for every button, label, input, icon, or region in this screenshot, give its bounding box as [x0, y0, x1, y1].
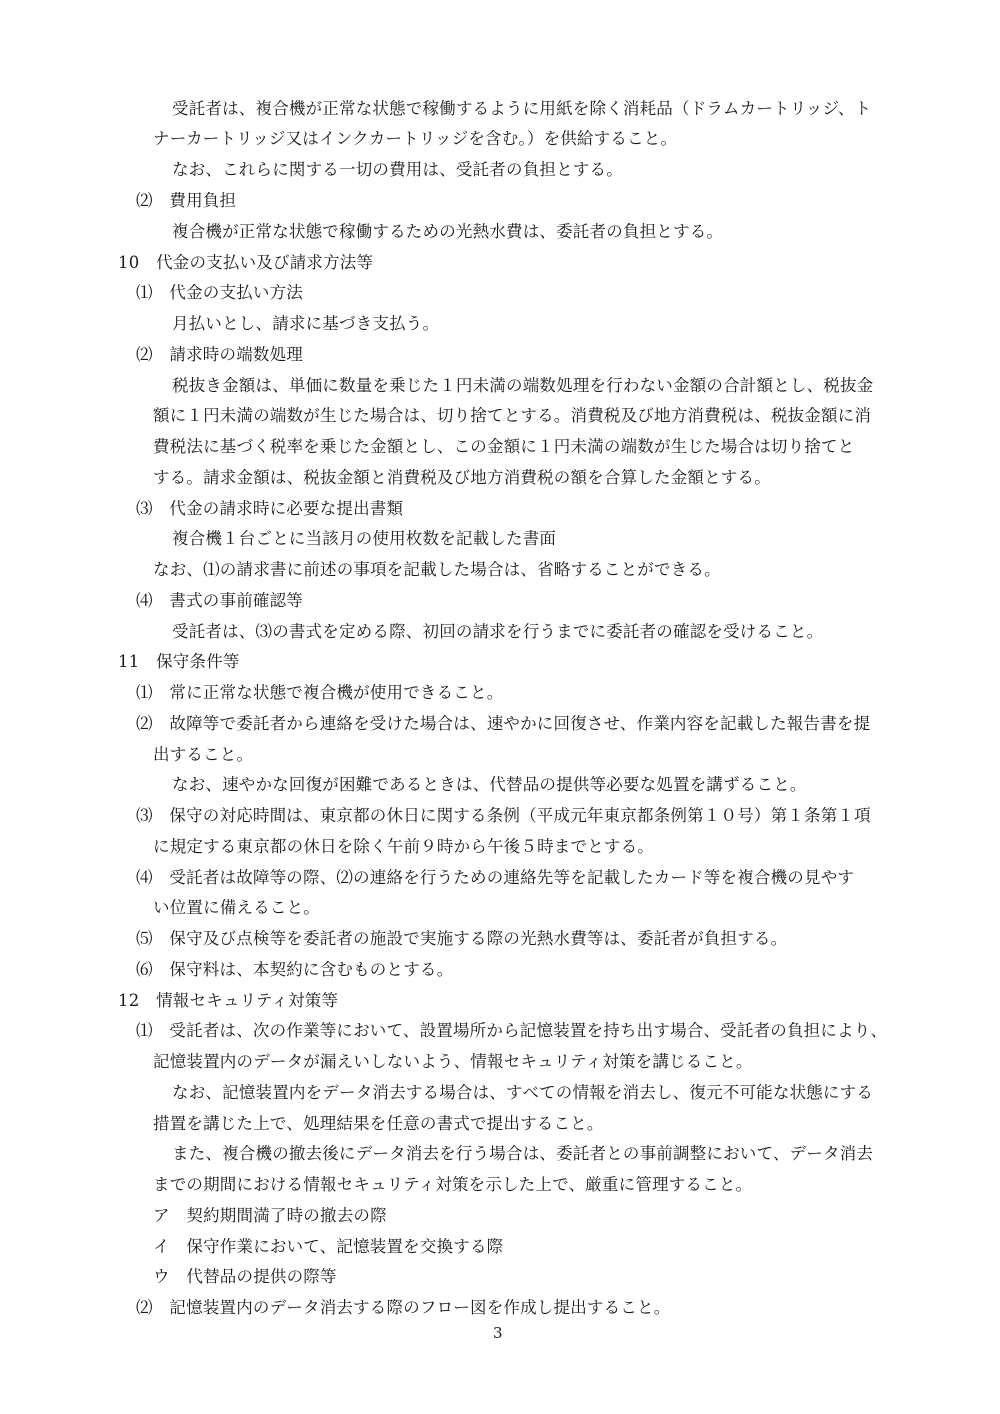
text-line: なお、⑴の請求書に前述の事項を記載した場合は、省略することができる。 [153, 560, 721, 579]
list-item: ウ 代替品の提供の際等 [153, 1267, 337, 1286]
text-line: 月払いとし、請求に基づき支払う。 [172, 314, 440, 333]
text-line: 出すること。 [153, 745, 254, 764]
list-item: ⑵ 故障等で委託者から連絡を受けた場合は、速やかに回復させ、作業内容を記載した報告書を提 [136, 714, 871, 733]
list-item: ⑷ 受託者は故障等の際、⑵の連絡を行うための連絡先等を記載したカード等を複合機の見やす [136, 868, 855, 887]
text-line: 措置を講じた上で、処理結果を任意の書式で提出すること。 [153, 1114, 604, 1133]
list-item: ア 契約期間満了時の撤去の際 [153, 1206, 387, 1225]
text-line: 複合機１台ごとに当該月の使用枚数を記載した書面 [172, 529, 557, 548]
page-number: 3 [493, 1324, 503, 1342]
list-item: ⑴ 常に正常な状態で複合機が使用できること。 [136, 683, 504, 702]
text-line: 税抜き金額は、単価に数量を乗じた１円未満の端数処理を行わない金額の合計額とし、税抜金 [172, 376, 874, 395]
text-line: また、複合機の撤去後にデータ消去を行う場合は、委託者との事前調整において、データ消去 [172, 1144, 874, 1163]
list-item: ⑸ 保守及び点検等を委託者の施設で実施する際の光熱水費等は、委託者が負担する。 [136, 929, 788, 948]
subsection-heading: ⑷ 書式の事前確認等 [136, 591, 303, 610]
subsection-heading: ⑵ 費用負担 [136, 191, 237, 210]
subsection-heading: ⑶ 代金の請求時に必要な提出書類 [136, 499, 404, 518]
text-line: 記憶装置内のデータが漏えいしないよう、情報セキュリティ対策を講じること。 [153, 1052, 753, 1071]
list-item: ⑹ 保守料は、本契約に含むものとする。 [136, 960, 454, 979]
section-heading: 12 情報セキュリティ対策等 [118, 991, 339, 1010]
text-line: に規定する東京都の休日を除く午前９時から午後５時までとする。 [153, 837, 654, 856]
text-line: 受託者は、⑶の書式を定める際、初回の請求を行うまでに委託者の確認を受けること。 [172, 622, 824, 641]
text-line: 受託者は、複合機が正常な状態で稼働するように用紙を除く消耗品（ドラムカートリッジ、ト [172, 99, 872, 118]
list-item: ⑶ 保守の対応時間は、東京都の休日に関する条例（平成元年東京都条例第１０号）第１条第１項 [136, 806, 871, 825]
subsection-heading: ⑴ 代金の支払い方法 [136, 283, 303, 302]
subsection-heading: ⑵ 請求時の端数処理 [136, 345, 303, 364]
text-line: までの期間における情報セキュリティ対策を示した上で、厳重に管理すること。 [153, 1175, 753, 1194]
text-line: する。請求金額は、税抜金額と消費税及び地方消費税の額を合算した金額とする。 [153, 468, 771, 487]
section-heading: 11 保守条件等 [118, 652, 240, 671]
text-line: い位置に備えること。 [153, 898, 320, 917]
section-heading: 10 代金の支払い及び請求方法等 [118, 253, 374, 272]
list-item: ⑵ 記憶装置内のデータ消去する際のフロー図を作成し提出すること。 [136, 1298, 671, 1317]
text-line: 額に１円未満の端数が生じた場合は、切り捨てとする。消費税及び地方消費税は、税抜金額に消 [153, 406, 872, 425]
text-line: 複合機が正常な状態で稼働するための光熱水費は、委託者の負担とする。 [172, 222, 724, 241]
text-line: 費税法に基づく税率を乗じた金額とし、この金額に１円未満の端数が生じた場合は切り捨てと [153, 437, 855, 456]
list-item: ⑴ 受託者は、次の作業等において、設置場所から記憶装置を持ち出す場合、受託者の負担により、 [136, 1021, 888, 1040]
list-item: イ 保守作業において、記憶装置を交換する際 [153, 1237, 504, 1256]
text-line: なお、これらに関する一切の費用は、受託者の負担とする。 [172, 160, 623, 179]
text-line: なお、速やかな回復が困難であるときは、代替品の提供等必要な処置を講ずること。 [172, 775, 807, 794]
text-line: ナーカートリッジ又はインクカートリッジを含む。）を供給すること。 [153, 129, 678, 148]
text-line: なお、記憶装置内をデータ消去する場合は、すべての情報を消去し、復元不可能な状態にする [172, 1083, 874, 1102]
